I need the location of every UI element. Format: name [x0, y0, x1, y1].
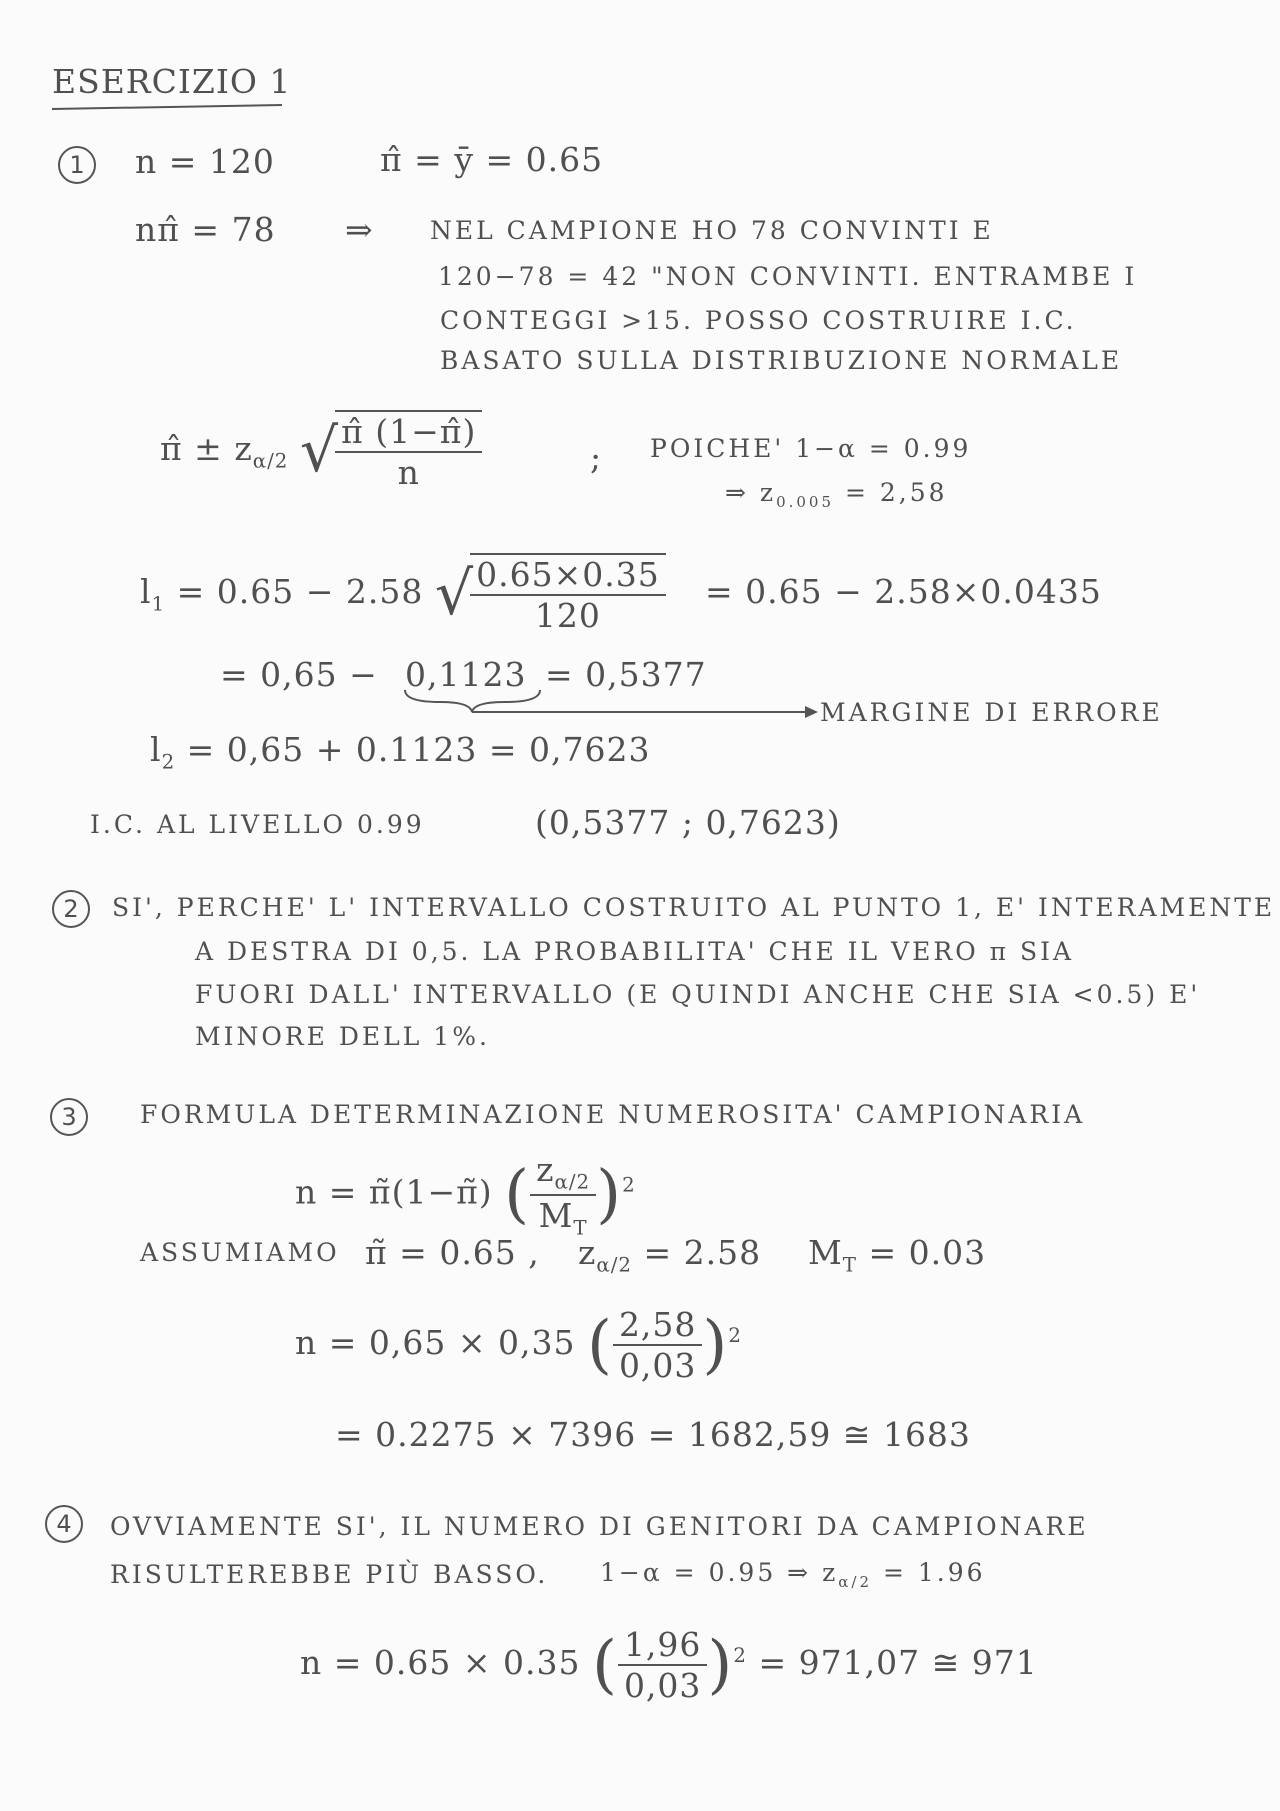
assumed-pi: π̃ = 0.65 ,	[365, 1233, 540, 1272]
count-convinced: nπ̂ = 78	[135, 210, 276, 249]
ci-semicolon: ;	[590, 438, 603, 477]
margin-arrow-head	[805, 706, 818, 718]
implies-arrow: ⇒	[345, 210, 374, 249]
part4-line-1: OVVIAMENTE SI', IL NUMERO DI GENITORI DA CAMPIONARE	[110, 1512, 1089, 1541]
margin-of-error-label: MARGINE DI ERRORE	[820, 698, 1163, 727]
lower-bound-result: = 0.65 − 2.58×0.0435	[705, 572, 1102, 611]
part3-heading: FORMULA DETERMINAZIONE NUMEROSITA' CAMPIONARIA	[140, 1100, 1086, 1129]
part2-line-1: SI', PERCHE' L' INTERVALLO COSTRUITO AL PUNTO 1, E' INTERAMENTE	[112, 893, 1276, 922]
lower-bound-calc	[140, 553, 666, 635]
open-paren: (	[591, 1628, 618, 1702]
z-quantile	[725, 478, 948, 511]
step-2-marker: 2	[52, 890, 90, 928]
radical-sign: √	[434, 559, 475, 629]
assumed-m-symbol: M	[808, 1233, 843, 1272]
sample-proportion: π̂ = ȳ = 0.65	[380, 140, 604, 179]
note-line-1: NEL CAMPIONE HO 78 CONVINTI E	[430, 216, 994, 245]
part4-confidence-value: = 1.96	[882, 1558, 986, 1587]
ci-formula	[160, 410, 482, 492]
step-1-marker: 1	[58, 146, 96, 184]
ci-formula-fraction	[335, 410, 482, 492]
ci-formula-lead: π̂ ± z	[160, 429, 253, 468]
z-quantile-lead: ⇒ z	[725, 478, 777, 507]
calc-exponent: 2	[728, 1324, 742, 1347]
part4-calc	[300, 1625, 1038, 1705]
lower-bound-label: l	[140, 572, 152, 611]
assume-label: ASSUMIAMO	[140, 1238, 340, 1267]
ci-value: (0,5377 ; 0,7623)	[535, 803, 841, 842]
part4-denominator: 0,03	[623, 1666, 702, 1705]
lower-bound-value: = 0,5377	[545, 655, 707, 694]
sample-size-calc-fraction	[613, 1305, 702, 1385]
ci-formula-root	[300, 410, 483, 492]
assumed-z	[578, 1233, 761, 1277]
part4-confidence-lead: 1−α = 0.95 ⇒ z	[600, 1558, 839, 1587]
assumed-m-value: = 0.03	[868, 1233, 987, 1272]
note-line-4: BASATO SULLA DISTRIBUZIONE NORMALE	[440, 346, 1123, 375]
formula-exponent: 2	[622, 1173, 636, 1197]
upper-bound-expr: = 0,65 + 0.1123 = 0,7623	[186, 730, 651, 769]
close-paren: )	[702, 1308, 729, 1382]
z-quantile-sub: 0.005	[776, 493, 835, 511]
part4-line-2: RISULTEREBBE PIÙ BASSO.	[110, 1560, 549, 1589]
sample-size-result: = 0.2275 × 7396 = 1682,59 ≅ 1683	[335, 1415, 971, 1454]
part2-line-4: MINORE DELL 1%.	[195, 1022, 490, 1051]
upper-bound-label: l	[150, 730, 162, 769]
assumed-z-symbol: z	[578, 1233, 597, 1272]
part4-exponent: 2	[733, 1644, 747, 1667]
exercise-title: ESERCIZIO 1	[52, 62, 292, 101]
sample-size-calc-lead: n = 0,65 × 0,35	[295, 1323, 576, 1362]
part4-calc-fraction	[618, 1625, 707, 1705]
part4-numerator: 1,96	[618, 1625, 707, 1666]
part4-confidence-sub: α/2	[838, 1573, 872, 1591]
radical-sign: √	[299, 416, 340, 486]
sample-size: n = 120	[135, 142, 275, 181]
title-underline	[52, 105, 282, 109]
step-4-marker: 4	[45, 1505, 83, 1543]
lower-bound-denominator: 120	[534, 596, 601, 635]
upper-bound-sub: 2	[161, 750, 176, 774]
assumed-z-sub: α/2	[596, 1253, 632, 1277]
ci-formula-denominator: n	[397, 453, 420, 492]
formula-z: z	[536, 1150, 555, 1189]
upper-bound-calc	[150, 730, 650, 774]
assumed-margin	[808, 1233, 986, 1277]
calc-denominator: 0,03	[618, 1346, 697, 1385]
lower-bound-lead: = 0.65 − 2.58	[176, 572, 424, 611]
part2-line-2: A DESTRA DI 0,5. LA PROBABILITA' CHE IL VERO π SIA	[195, 937, 1075, 966]
open-paren: (	[586, 1308, 613, 1382]
close-paren: )	[707, 1628, 734, 1702]
part2-line-3: FUORI DALL' INTERVALLO (E QUINDI ANCHE CHE SIA <0.5) E'	[195, 980, 1201, 1009]
calc-numerator: 2,58	[613, 1305, 702, 1346]
close-paren: )	[596, 1157, 623, 1232]
part4-result: = 971,07 ≅ 971	[758, 1643, 1038, 1682]
part4-confidence	[600, 1558, 986, 1591]
note-line-2: 120−78 = 42 "NON CONVINTI. ENTRAMBE I	[438, 262, 1138, 291]
ci-label: I.C. AL LIVELLO 0.99	[90, 810, 425, 839]
open-paren: (	[504, 1157, 531, 1232]
sample-size-formula-fraction	[530, 1150, 596, 1239]
assumed-z-value: = 2.58	[643, 1233, 762, 1272]
part4-calc-lead: n = 0.65 × 0.35	[300, 1643, 581, 1682]
ci-formula-numerator: π̂ (1−π̂)	[335, 412, 482, 453]
step-3-marker: 3	[50, 1098, 88, 1136]
lower-bound-sub: 1	[151, 592, 166, 616]
formula-m-sub: T	[573, 1216, 588, 1240]
z-quantile-value: = 2,58	[844, 478, 948, 507]
lower-bound-fraction	[470, 553, 666, 635]
sample-size-formula-lead: n = π̃(1−π̃)	[295, 1172, 493, 1212]
lower-bound-line2a: = 0,65 −	[220, 655, 378, 694]
ci-formula-alpha: α/2	[252, 449, 289, 473]
note-line-3: CONTEGGI >15. POSSO COSTRUIRE I.C.	[440, 306, 1077, 335]
lower-bound-numerator: 0.65×0.35	[470, 555, 666, 596]
lower-bound-root	[435, 553, 666, 635]
sample-size-formula	[295, 1150, 636, 1239]
sample-size-calc	[295, 1305, 742, 1385]
formula-m: M	[538, 1195, 574, 1235]
confidence-level-note: POICHE' 1−α = 0.99	[650, 434, 972, 463]
formula-numerator	[530, 1150, 596, 1196]
formula-z-sub: α/2	[554, 1170, 591, 1194]
assumed-m-sub: T	[842, 1253, 857, 1277]
margin-of-error-value: 0,1123	[405, 655, 527, 694]
